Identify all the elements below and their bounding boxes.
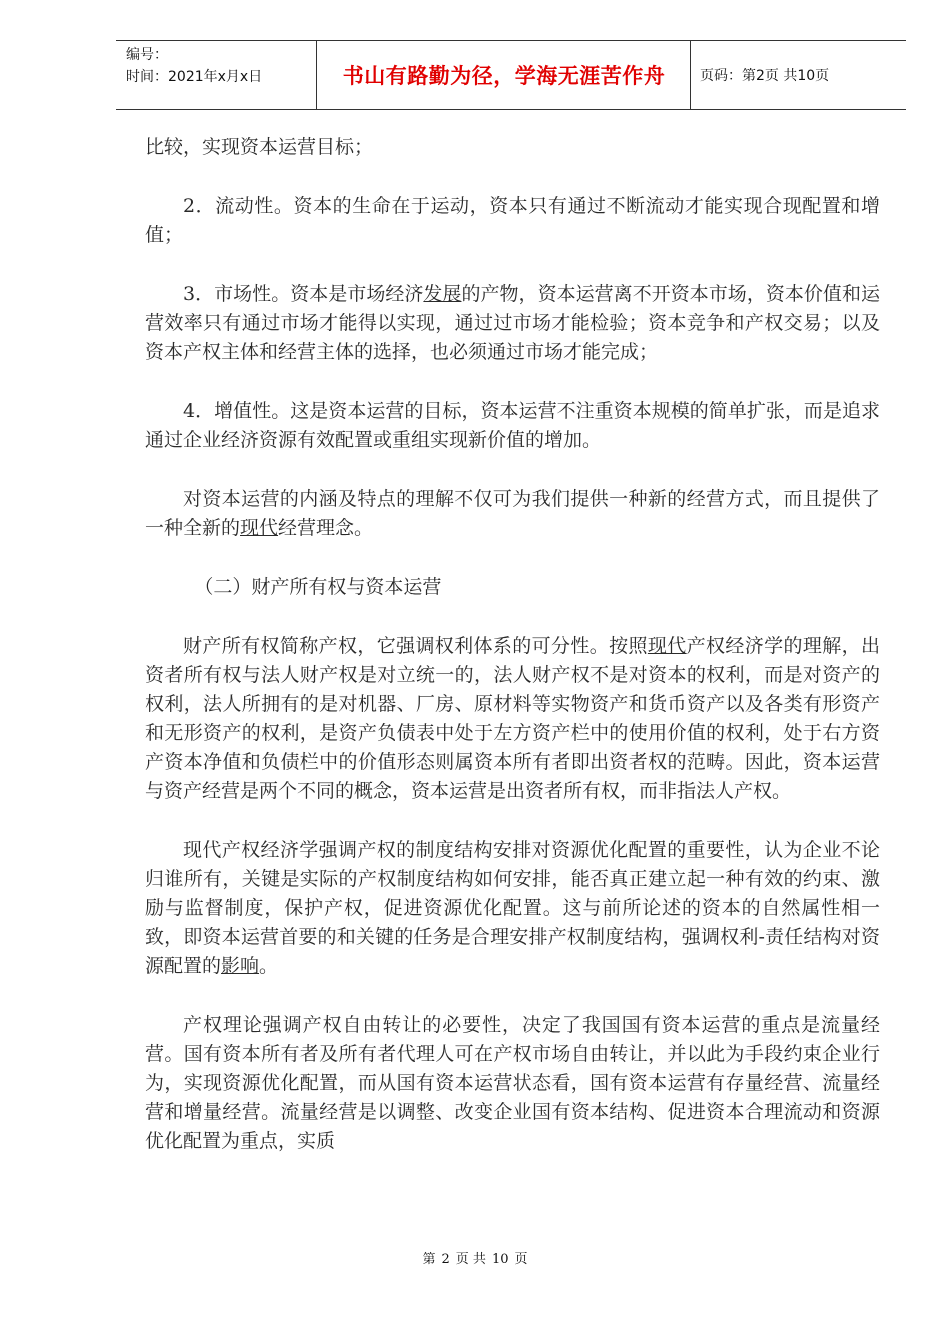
text-run: 的产物，资本运营离不开资本市场，资本价值和运营效率只有通过市场才能得以实现，通过过市场才能检验；资本竞争和产权交易；以及资本产权主体和经营主体的选择，也必须通过市场才能完成； [145,283,880,363]
section-heading: （二）财产所有权与资本运营 [194,576,442,598]
paragraph-property-rights [145,632,880,806]
document-date: 时间：2021年x月x日 [126,69,263,85]
header-motto: 书山有路勤为径，学海无涯苦作舟 [342,64,666,88]
underlined-term: 影响 [221,955,260,977]
text-run: 3．市场性。资本是市场经济 [183,283,424,305]
page-footer [0,1248,950,1267]
underlined-term: 现代 [647,635,687,657]
paragraph-institutional-structure [145,836,880,981]
text-run: 产权经济学的理解，出资者所有权与法人财产权是对立统一的，法人财产权不是对资本的权利，而是对资产的权利，法人所拥有的是对机器、厂房、原材料等实物资产和货币资产以及各类有形资产和无形资产的权利，是资产负债表中处于左方资产栏中的使用价值的权利，处于右方资产资本净值和负债栏中的价值形态则属资本所有者即出资者权的范畴。因此，资本运营与资产经营是两个不同的概念，资本运营是出资者所有权，而非指法人产权。 [145,635,880,802]
paragraph: 比较，实现资本运营目标； [145,136,374,158]
footer-text: 页 共 [455,1252,486,1267]
page-header [116,40,906,110]
text-run: 对资本运营的内涵及特点的理解不仅可为我们提供一种新的经营方式，而且提供了一种全新的 [145,488,880,539]
underlined-term: 发展 [423,283,462,305]
paragraph-value-added: 4．增值性。这是资本运营的目标，资本运营不注重资本规模的简单扩张，而是追求通过企业经济资源有效配置或重组实现新价值的增加。 [145,400,880,451]
text-run: 经营理念。 [278,517,374,539]
header-divider [690,41,691,109]
text-run: 现代产权经济学强调产权的制度结构安排对资源优化配置的重要性，认为企业不论归谁所有，关键是实际的产权制度结构如何安排，能否真正建立起一种有效的约束、激励与监督制度，保护产权，促进资源优化配置。这与前所论述的资本的自然属性相一致，即资本运营首要的和关键的任务是合理安排产权制度结构，强调权利-责任结构对资源配置的 [145,839,880,977]
paragraph-liquidity: 2．流动性。资本的生命在于运动，资本只有通过不断流动才能实现合现配置和增值； [145,195,880,246]
footer-total: 10 [491,1252,509,1267]
text-run: 。 [259,955,279,977]
footer-text: 第 [422,1252,436,1267]
header-meta [126,44,316,88]
underlined-term: 现代 [240,517,279,539]
document-number: 编号： [126,47,168,63]
footer-text: 页 [514,1252,528,1267]
header-page-number: 页码：第2页 共10页 [700,68,830,84]
text-run: 财产所有权简称产权，它强调权利体系的可分性。按照 [183,635,648,657]
document-body [145,133,880,1186]
paragraph-marketability [145,280,880,367]
header-divider [316,41,317,109]
paragraph-understanding [145,485,880,543]
footer-page: 2 [441,1252,450,1267]
paragraph-flow-operation: 产权理论强调产权自由转让的必要性，决定了我国国有资本运营的重点是流量经营。国有资本所有者及所有者代理人可在产权市场自由转让，并以此为手段约束企业行为，实现资源优化配置，而从国有资本运营状态看，国有资本运营有存量经营、流量经营和增量经营。流量经营是以调整、改变企业国有资本结构、促进资本合理流动和资源优化配置为重点，实质 [145,1014,880,1152]
